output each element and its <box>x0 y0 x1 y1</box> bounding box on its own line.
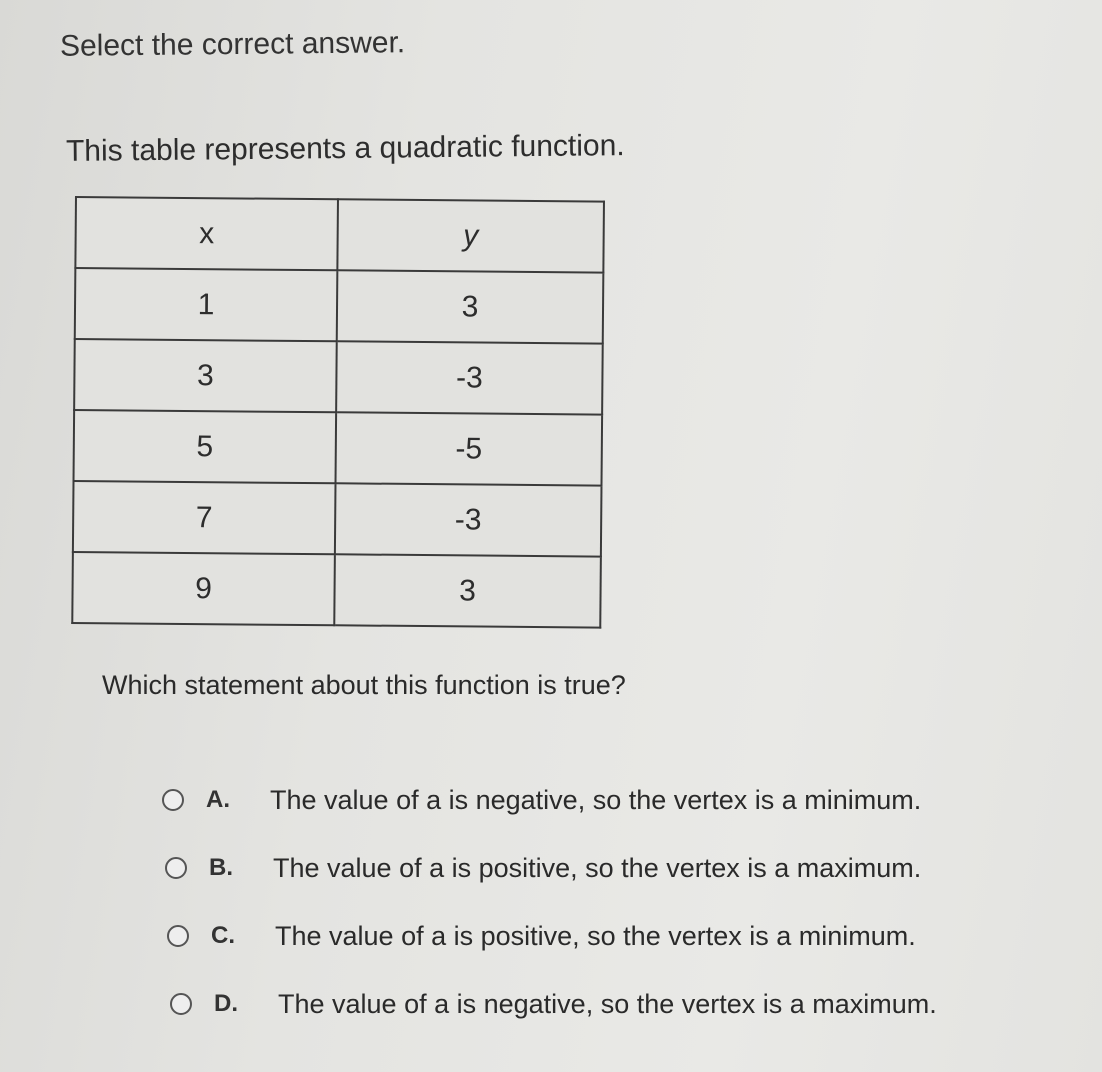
answer-options <box>162 766 937 1038</box>
cell-y: 3 <box>337 270 604 343</box>
question-text: Which statement about this function is true? <box>102 670 626 700</box>
option-text: The value of a is negative, so the vertex is a minimum. <box>270 784 922 815</box>
option-letter: A. <box>206 786 230 813</box>
option-text: The value of a is positive, so the vertex is a maximum. <box>273 852 922 883</box>
option-c[interactable] <box>167 902 937 970</box>
option-letter: B. <box>209 854 233 881</box>
cell-x: 3 <box>74 339 337 412</box>
radio-button-icon[interactable] <box>170 993 192 1015</box>
option-b[interactable] <box>165 834 937 902</box>
cell-x: 7 <box>73 481 336 554</box>
table-row <box>73 481 602 557</box>
table-header-row <box>75 197 604 273</box>
header-x: x <box>75 197 338 270</box>
option-text: The value of a is positive, so the vertex is a minimum. <box>275 920 916 951</box>
function-table <box>71 196 605 629</box>
option-d[interactable] <box>170 970 937 1038</box>
table-row <box>74 410 603 486</box>
radio-button-icon[interactable] <box>165 857 187 879</box>
option-letter: C. <box>211 922 235 949</box>
cell-x: 9 <box>72 552 335 625</box>
cell-y: -5 <box>336 412 603 485</box>
option-text: The value of a is negative, so the vertex is a maximum. <box>278 988 937 1019</box>
function-table-container <box>71 196 605 629</box>
cell-y: -3 <box>335 483 602 556</box>
radio-button-icon[interactable] <box>167 925 189 947</box>
prompt-text: This table represents a quadratic function. <box>65 129 625 168</box>
cell-y: -3 <box>336 341 603 414</box>
instruction-text: Select the correct answer. <box>59 26 406 63</box>
table-row <box>74 339 603 415</box>
table-row <box>75 268 604 344</box>
radio-button-icon[interactable] <box>162 789 184 811</box>
table-row <box>72 552 601 628</box>
header-y: y <box>337 199 604 272</box>
option-letter: D. <box>214 990 238 1017</box>
option-a[interactable] <box>162 766 937 834</box>
cell-x: 1 <box>75 268 338 341</box>
cell-y: 3 <box>334 554 601 627</box>
cell-x: 5 <box>74 410 337 483</box>
